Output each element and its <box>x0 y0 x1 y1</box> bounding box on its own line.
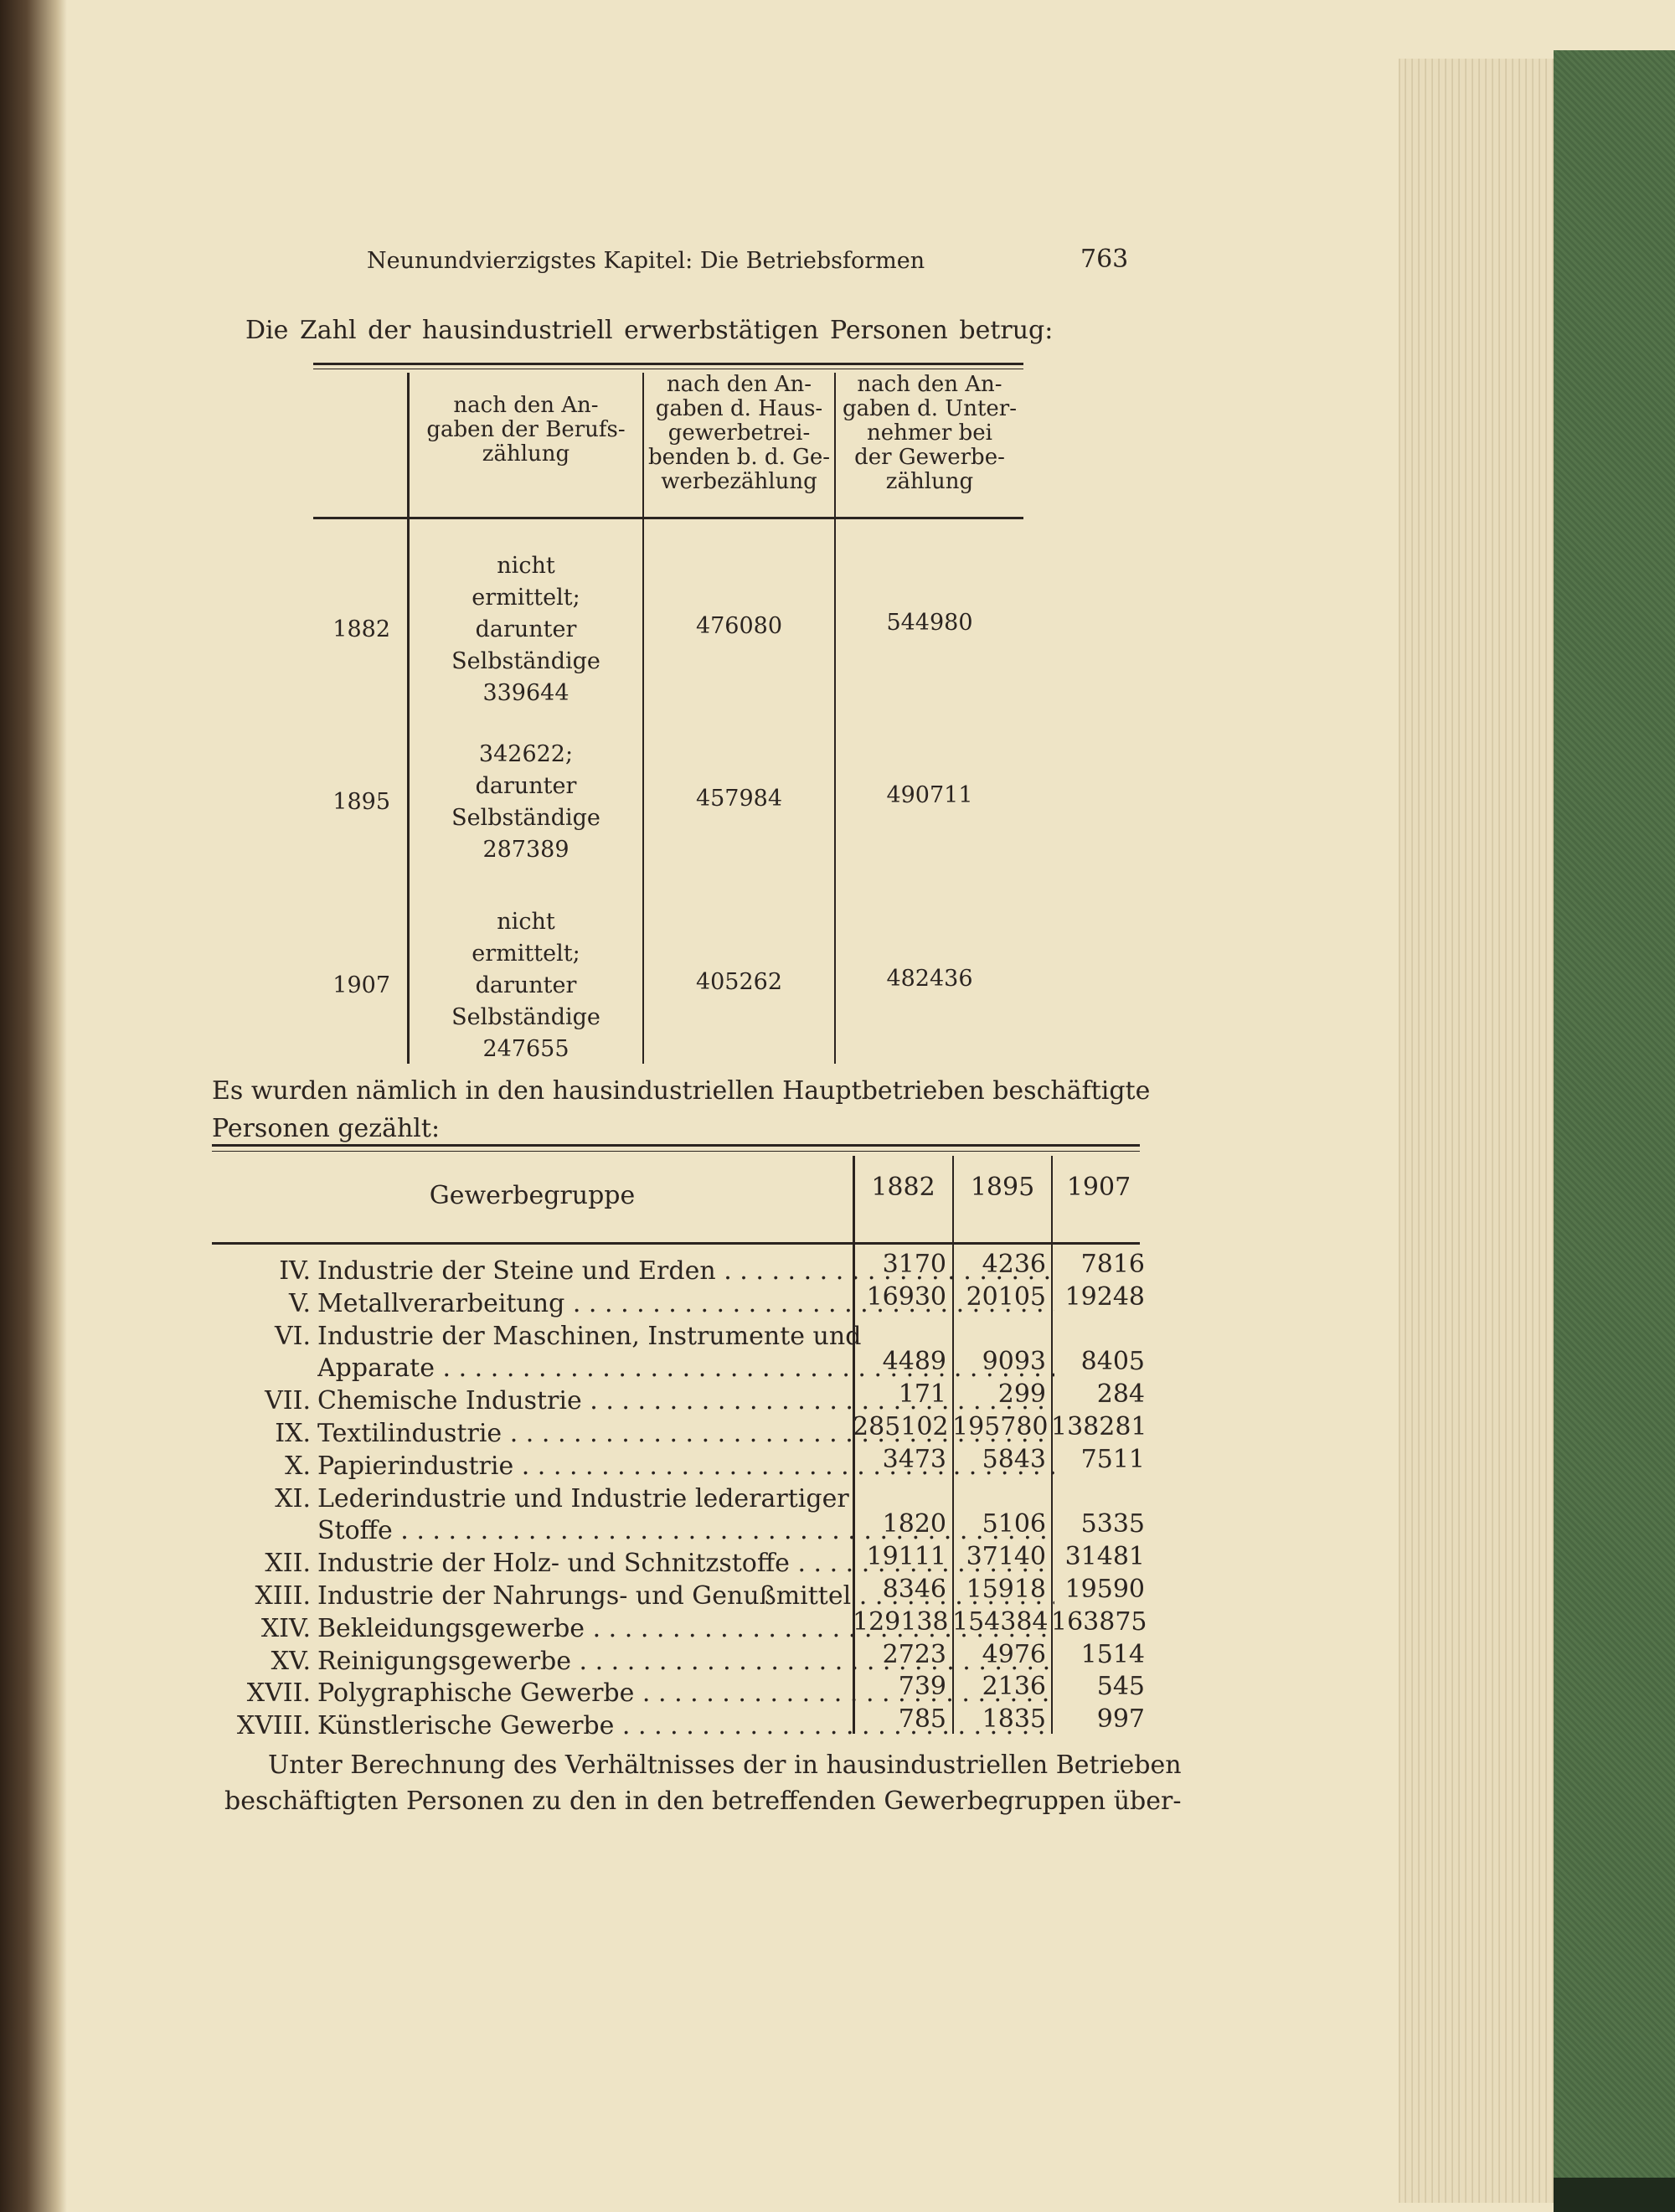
page-number: 763 <box>1080 245 1129 274</box>
table1-berufszaehlung: Selbständige <box>451 1004 600 1030</box>
row-numeral: IV. <box>279 1256 311 1286</box>
row-value-1895: 1835 <box>982 1704 1046 1735</box>
table1-hausgewerbe: 476080 <box>695 613 783 639</box>
row-value-1907: 138281 <box>1051 1412 1147 1441</box>
table1-hausgewerbe: 405262 <box>695 969 783 995</box>
table1-header-line: der Gewerbe- <box>854 445 1005 470</box>
table1-header-line: nach den An- <box>666 372 812 397</box>
table1-header-line: gaben der Berufs- <box>426 417 626 442</box>
running-title: Neunundvierzigstes Kapitel: Die Betriebsformen <box>367 248 925 274</box>
table-row <box>212 1321 1145 1384</box>
closing-text-line2: beschäftigten Personen zu den in den betreffenden Gewerbegruppen über- <box>224 1787 1182 1816</box>
page-stack-edge <box>1399 59 1559 2203</box>
row-value-1882: 19111 <box>866 1542 946 1572</box>
table1-header-line: nehmer bei <box>867 420 992 446</box>
row-numeral: XI. <box>275 1483 311 1513</box>
row-label: Metallverarbeitung . . . <box>317 1289 1054 1318</box>
row-label: Industrie der Maschinen, Instrumente und <box>317 1321 862 1351</box>
row-value-1907: 997 <box>1096 1704 1145 1735</box>
row-numeral: XIV. <box>260 1613 311 1643</box>
intro-text-2-line1: Es wurden nämlich in den hausindustriellen Hauptbetrieben beschäftigte <box>212 1076 1151 1106</box>
row-value-1895: 2136 <box>982 1672 1046 1702</box>
table1-berufszaehlung: nicht <box>497 553 555 579</box>
row-value-1895: 4976 <box>982 1639 1046 1669</box>
table1-berufszaehlung: 287389 <box>482 837 570 863</box>
row-numeral: VII. <box>265 1386 311 1416</box>
row-value-1895: 4236 <box>982 1250 1046 1279</box>
table1-header-line: nach den An- <box>857 372 1002 397</box>
table1-unternehmer: 544980 <box>886 610 973 636</box>
table1-berufszaehlung: ermittelt; <box>472 941 580 967</box>
row-value-1895: 37140 <box>966 1542 1046 1572</box>
table1-header-line: zählung <box>885 469 974 494</box>
row-value-1895: 195780 <box>952 1412 1049 1441</box>
row-numeral: IX. <box>275 1419 311 1448</box>
table1-year: 1907 <box>332 972 390 998</box>
row-label: Industrie der Steine und Erden . . . <box>317 1256 1054 1286</box>
row-numeral: XV. <box>271 1646 311 1676</box>
book-cover-cloth <box>1554 50 1675 2212</box>
table1-berufszaehlung: Selbständige <box>451 648 600 674</box>
table1-header-line: benden b. d. Ge- <box>647 445 831 470</box>
row-value-1895: 299 <box>997 1379 1046 1410</box>
table1-unternehmer: 490711 <box>886 782 973 808</box>
row-label: Reinigungsgewerbe . . . <box>317 1647 1054 1676</box>
row-value-1895: 5843 <box>982 1444 1046 1474</box>
row-label-continued: Apparate . . . <box>317 1353 1054 1383</box>
table-row <box>212 1444 1145 1483</box>
row-value-1907: 8405 <box>1080 1347 1145 1377</box>
row-label: Polygraphische Gewerbe . . . <box>317 1678 1054 1708</box>
table1-hausgewerbe: 457984 <box>695 786 783 812</box>
table1-header-line: gewerbetrei- <box>667 420 811 446</box>
row-label: Künstlerische Gewerbe . . . <box>317 1711 1054 1740</box>
row-value-1882: 3473 <box>882 1444 946 1474</box>
table1-berufszaehlung: nicht <box>497 909 555 935</box>
row-value-1882: 16930 <box>866 1281 946 1312</box>
row-numeral: XVII. <box>246 1678 311 1709</box>
table1-berufszaehlung: Selbständige <box>451 805 600 831</box>
row-value-1882: 8346 <box>882 1575 946 1604</box>
header-1907: 1907 <box>1066 1173 1131 1202</box>
row-label: Papierindustrie . . . <box>317 1451 1054 1481</box>
row-value-1907: 19590 <box>1064 1575 1145 1604</box>
row-value-1907: 7816 <box>1080 1250 1145 1279</box>
table1-year: 1895 <box>332 789 390 815</box>
row-label-continued: Stoffe . . . <box>317 1516 1054 1545</box>
background-corner <box>1554 2178 1675 2212</box>
row-label: Textilindustrie . . . <box>317 1419 1054 1448</box>
row-numeral: VI. <box>274 1321 311 1351</box>
row-numeral: XIII. <box>255 1581 311 1611</box>
table1-berufszaehlung: 342622; <box>478 741 574 767</box>
table1-berufszaehlung: ermittelt; <box>472 585 580 611</box>
table1-header-line: nach den An- <box>453 393 599 418</box>
row-value-1907: 163875 <box>1051 1606 1147 1637</box>
row-numeral: XVIII. <box>236 1711 311 1741</box>
table1-year: 1882 <box>332 616 390 642</box>
intro-text-2-line2: Personen gezählt: <box>212 1114 441 1143</box>
row-value-1882: 2723 <box>882 1639 946 1669</box>
table1-header-line: werbezählung <box>661 469 817 494</box>
row-numeral: XII. <box>265 1549 311 1579</box>
table1-berufszaehlung: darunter <box>475 616 577 642</box>
row-value-1907: 31481 <box>1064 1542 1145 1572</box>
table1-berufszaehlung: 339644 <box>482 680 570 706</box>
row-value-1907: 1514 <box>1080 1639 1145 1669</box>
table1-berufszaehlung: darunter <box>475 773 577 799</box>
header-gewerbegruppe: Gewerbegruppe <box>429 1181 636 1210</box>
row-value-1882: 1820 <box>882 1509 946 1539</box>
row-label: Industrie der Holz- und Schnitzstoffe . . . <box>317 1549 1054 1578</box>
row-value-1882: 129138 <box>853 1606 949 1637</box>
table-row <box>212 1281 1145 1321</box>
table1-unternehmer: 482436 <box>886 966 973 992</box>
header-1895: 1895 <box>970 1173 1035 1202</box>
table1-header-line: gaben d. Haus- <box>655 396 823 421</box>
row-label: Industrie der Nahrungs- und Genußmittel . . . <box>317 1581 1054 1611</box>
row-value-1882: 285102 <box>853 1412 949 1441</box>
row-numeral: X. <box>285 1451 311 1481</box>
row-value-1895: 9093 <box>982 1347 1046 1377</box>
row-value-1895: 154384 <box>952 1606 1049 1637</box>
intro-text-1: Die Zahl der hausindustriell erwerbstätigen Personen betrug: <box>245 316 1054 345</box>
row-value-1882: 785 <box>898 1704 946 1735</box>
table-row <box>212 1704 1145 1743</box>
table-row <box>212 1483 1145 1546</box>
table1-header-line: zählung <box>482 441 570 467</box>
row-value-1907: 5335 <box>1080 1509 1145 1539</box>
row-label: Bekleidungsgewerbe . . . <box>317 1614 1054 1643</box>
row-value-1907: 284 <box>1096 1379 1145 1410</box>
row-label: Chemische Industrie . . . <box>317 1386 1054 1415</box>
table1-berufszaehlung: 247655 <box>482 1036 570 1062</box>
row-value-1882: 3170 <box>882 1250 946 1279</box>
row-numeral: V. <box>289 1288 311 1318</box>
row-value-1882: 4489 <box>882 1347 946 1377</box>
row-value-1907: 19248 <box>1064 1281 1145 1312</box>
table1-berufszaehlung: darunter <box>475 972 577 998</box>
row-value-1895: 15918 <box>966 1575 1046 1604</box>
row-value-1907: 545 <box>1096 1672 1145 1702</box>
header-1882: 1882 <box>871 1173 935 1202</box>
row-value-1882: 739 <box>898 1672 946 1702</box>
left-page-edge <box>0 0 67 2212</box>
row-value-1895: 20105 <box>966 1281 1046 1312</box>
closing-text-line1: Unter Berechnung des Verhältnisses der in hausindustriellen Betrieben <box>268 1751 1182 1780</box>
row-value-1882: 171 <box>898 1379 946 1410</box>
table1-header-line: gaben d. Unter- <box>842 396 1018 421</box>
row-value-1907: 7511 <box>1080 1444 1145 1474</box>
row-value-1895: 5106 <box>982 1509 1046 1539</box>
row-label: Lederindustrie und Industrie lederartiger <box>317 1483 849 1513</box>
